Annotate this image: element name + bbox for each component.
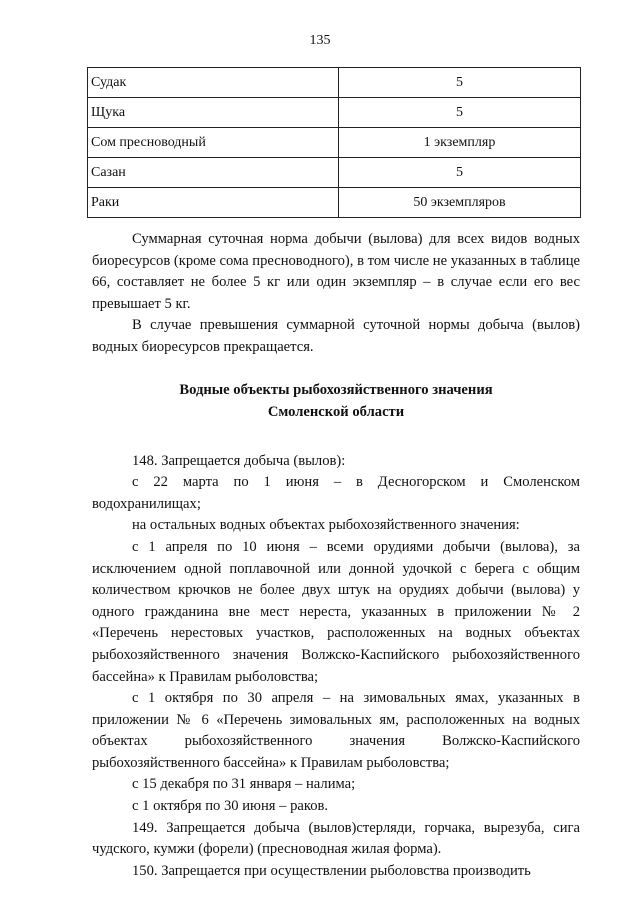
section-heading	[92, 379, 580, 423]
paragraph-october-april: с 1 октября по 30 апреля – на зимовальных ямах, указанных в приложении № 6 «Перечень зимовальных ям, расположенных на водных объектах рыбохозяйственного значения Волжско-Каспийского рыбохозяйственного бассейна» к Правилам рыболовства;	[92, 690, 580, 771]
table-cell-species: Щука	[88, 98, 339, 128]
table-row	[88, 68, 581, 98]
table-cell-norm: 5	[339, 98, 581, 128]
heading-line-1: Водные объекты рыбохозяйственного значения	[179, 381, 493, 398]
paragraph-148: 148. Запрещается добыча (вылов):	[132, 452, 346, 469]
heading-line-2: Смоленской области	[267, 403, 405, 420]
table-row	[88, 98, 581, 128]
table-cell-species: Судак	[88, 68, 339, 98]
table-cell-norm: 5	[339, 68, 581, 98]
paragraph-norm-exceeded: В случае превышения суммарной суточной нормы добыча (вылов) водных биоресурсов прекращается.	[92, 317, 580, 355]
paragraph-150: 150. Запрещается при осуществлении рыболовства производить	[132, 862, 531, 879]
document-body	[92, 229, 580, 882]
table-cell-species: Раки	[88, 188, 339, 218]
table-cell-norm: 5	[339, 158, 581, 188]
table-cell-norm: 50 экземпляров	[339, 188, 581, 218]
catch-norms-table	[87, 67, 581, 218]
paragraph-april-june: с 1 апреля по 10 июня – всеми орудиями добычи (вылова), за исключением одной поплавочной или донной удочкой с берега с общим количеством крючков не более двух штук на орудиях добычи (вылова) у одного гражданина вне мест нереста, указанных в приложении № 2 «Перечень нерестовых участков, расположенных на водных объектах рыбохозяйственного значения Волжско-Каспийского рыбохозяйственного бассейна» к Правилам рыболовства;	[92, 538, 580, 685]
table-cell-norm: 1 экземпляр	[339, 128, 581, 158]
table-cell-species: Сазан	[88, 158, 339, 188]
paragraph-burbot: с 15 декабря по 31 января – налима;	[132, 776, 356, 793]
table-row	[88, 158, 581, 188]
table-row	[88, 128, 581, 158]
paragraph-other-waters: на остальных водных объектах рыбохозяйственного значения:	[132, 517, 520, 534]
paragraph-crayfish: с 1 октября по 30 июня – раков.	[132, 798, 329, 815]
paragraph-149: 149. Запрещается добыча (вылов)стерляди, горчака, вырезуба, сига чудского, кумжи (форели) (пресноводная жилая форма).	[92, 819, 580, 858]
page-number: 135	[309, 33, 331, 48]
paragraph-reservoirs: с 22 марта по 1 июня – в Десногорском и Смоленском водохранилищах;	[92, 474, 580, 512]
paragraph-total-daily-norm: Суммарная суточная норма добычи (вылова) для всех видов водных биоресурсов (кроме сома пресноводного), в том числе не указанных в таблице 66, составляет не более 5 кг или один экземпляр – в случае если его вес превышает 5 кг.	[92, 231, 580, 312]
table-row	[88, 188, 581, 218]
table-cell-species: Сом пресноводный	[88, 128, 339, 158]
